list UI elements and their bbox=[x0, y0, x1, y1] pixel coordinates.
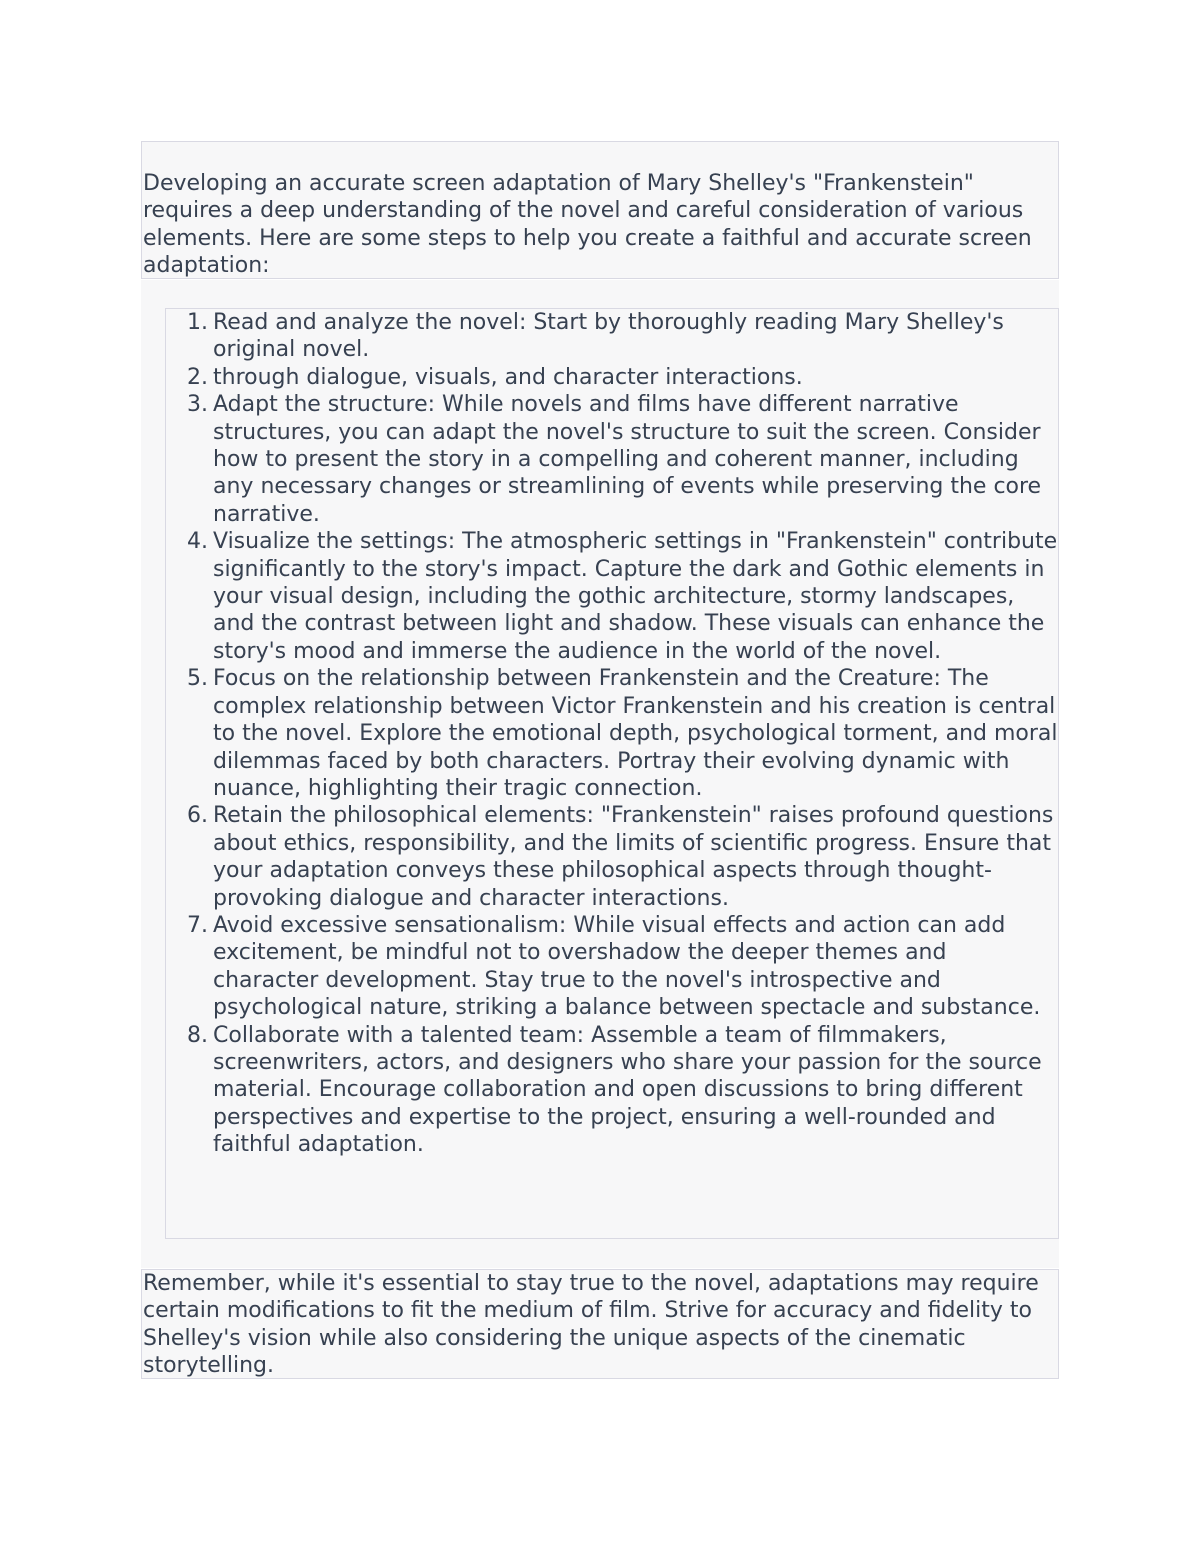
list-item bbox=[166, 391, 1060, 528]
list-item bbox=[166, 912, 1060, 1022]
intro-paragraph: Developing an accurate screen adaptation of Mary Shelley's "Frankenstein" requires a deep understanding of the novel and careful consideration of various elements. Here are some steps to help you create a faithful and accurate screen adaptation: bbox=[143, 171, 1032, 279]
steps-section bbox=[141, 280, 1059, 1268]
list-item-text: Retain the philosophical elements: "Frankenstein" raises profound questions about ethics, responsibility, and the limits of scientific progress. Ensure that your adaptation conveys these philosophical aspects through thought-provoking dialogue and character interactions. bbox=[213, 803, 1054, 911]
list-item bbox=[166, 665, 1060, 802]
list-number: 2. bbox=[187, 364, 208, 390]
list-number: 8. bbox=[187, 1022, 208, 1048]
list-number: 7. bbox=[187, 912, 208, 938]
list-item-text: through dialogue, visuals, and character interactions. bbox=[213, 364, 803, 390]
list-number: 4. bbox=[187, 529, 208, 555]
list-item-text: Collaborate with a talented team: Assemble a team of filmmakers, screenwriters, actors, and designers who share your passion for the source material. Encourage collaboration and open discussions to bring different perspectives and expertise to the project, ensuring a well-rounded and faithful adaptation. bbox=[213, 1022, 1042, 1158]
list-item bbox=[166, 309, 1060, 364]
list-item-text: Focus on the relationship between Frankenstein and the Creature: The complex relationship between Victor Frankenstein and his creation is central to the novel. Explore the emotional depth, psychological torment, and moral dilemmas faced by both characters. Portray their evolving dynamic with nuance, highlighting their tragic connection. bbox=[213, 666, 1058, 801]
list-item bbox=[166, 364, 1060, 391]
list-number: 6. bbox=[187, 803, 208, 829]
list-item bbox=[166, 802, 1060, 912]
list-item bbox=[166, 1022, 1060, 1159]
outro-paragraph: Remember, while it's essential to stay true to the novel, adaptations may require certain modifications to fit the medium of film. Strive for accuracy and fidelity to Shelley's vision while also considering the unique aspects of the cinematic storytelling. bbox=[143, 1271, 1039, 1379]
list-item-text: Read and analyze the novel: Start by thoroughly reading Mary Shelley's original novel. bbox=[213, 310, 1004, 363]
list-item-text: Avoid excessive sensationalism: While visual effects and action can add excitement, be mindful not to overshadow the deeper themes and character development. Stay true to the novel's introspective and psychological nature, striking a balance between spectacle and substance. bbox=[213, 912, 1041, 1021]
list-number: 3. bbox=[187, 392, 208, 418]
list-item bbox=[166, 528, 1060, 665]
list-item-text: Adapt the structure: While novels and films have different narrative structures, you can adapt the novel's structure to suit the screen. Consider how to present the story in a compelling and coherent manner, including any necessary changes or streamlining of events while preserving the core narrative. bbox=[213, 392, 1042, 527]
list-number: 5. bbox=[187, 666, 208, 692]
outro-block bbox=[141, 1269, 1059, 1379]
intro-block bbox=[141, 141, 1059, 279]
steps-list-box bbox=[165, 308, 1059, 1239]
list-number: 1. bbox=[187, 310, 208, 335]
steps-list bbox=[166, 309, 1060, 1159]
list-item-text: Visualize the settings: The atmospheric settings in "Frankenstein" contribute significantly to the story's impact. Capture the dark and Gothic elements in your visual design, including the gothic architecture, stormy landscapes, and the contrast between light and shadow. These visuals can enhance the story's mood and immerse the audience in the world of the novel. bbox=[213, 529, 1058, 664]
